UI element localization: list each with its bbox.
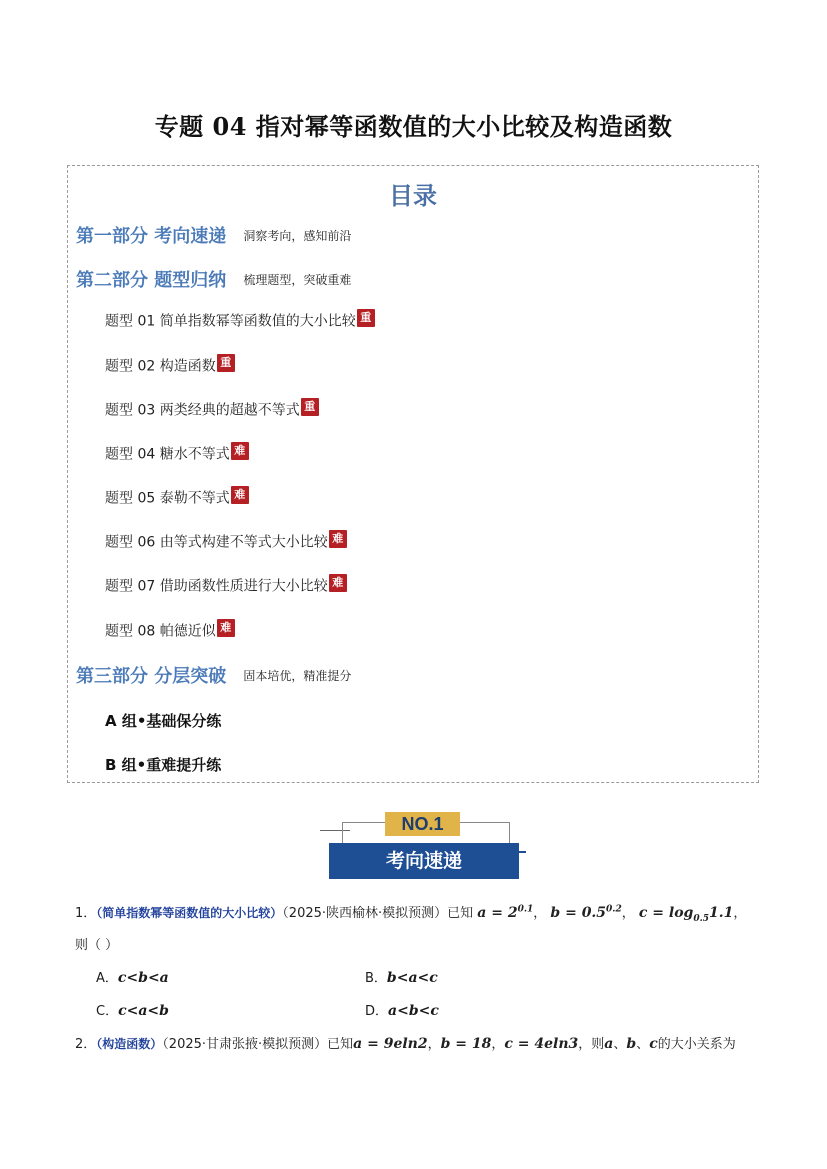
- math-b-exponent: 0.2: [606, 904, 622, 915]
- banner-number: NO.1: [385, 812, 460, 836]
- toc-item-label: 题型 03 两类经典的超越不等式: [105, 402, 300, 419]
- option-letter: D．: [365, 1004, 389, 1019]
- var-a: a: [604, 1036, 614, 1052]
- toc-heading: 目录: [389, 182, 437, 210]
- difficult-badge: 难: [329, 530, 347, 548]
- question-text: ，则: [578, 1037, 605, 1052]
- question-source: （2025·甘肃张掖·模拟预测）已知: [162, 1037, 354, 1052]
- toc-part-title: 第三部分 分层突破: [76, 666, 227, 687]
- option-expression: c<a<b: [118, 1003, 169, 1019]
- table-of-contents: [67, 165, 759, 783]
- math-a: [477, 905, 533, 921]
- toc-item-02[interactable]: [105, 354, 235, 378]
- math-b: b = 18: [440, 1036, 492, 1052]
- question-text: 的大小关系为: [657, 1037, 736, 1052]
- option-d[interactable]: [365, 1000, 439, 1019]
- toc-part-1[interactable]: [76, 222, 351, 250]
- option-a[interactable]: [96, 967, 169, 986]
- toc-item-05[interactable]: [105, 486, 249, 510]
- option-c[interactable]: [96, 1000, 169, 1019]
- key-badge: 重: [301, 398, 319, 416]
- question-number: 1．: [75, 906, 97, 921]
- separator: ，: [533, 906, 547, 921]
- banner-title: 考向速递: [329, 843, 519, 879]
- toc-item-label: 题型 02 构造函数: [105, 358, 216, 375]
- question-topic-tag: （简单指数幂等函数值的大小比较）: [96, 906, 283, 920]
- document-title: 专题 04 指对幂等函数值的大小比较及构造函数: [154, 112, 673, 141]
- difficult-badge: 难: [231, 486, 249, 504]
- toc-item-01[interactable]: [105, 309, 375, 333]
- toc-item-07[interactable]: [105, 574, 347, 598]
- math-a-exponent: 0.1: [517, 904, 534, 915]
- section-banner: [320, 810, 530, 882]
- toc-item-03[interactable]: [105, 398, 319, 422]
- toc-item-label: 题型 06 由等式构建不等式大小比较: [105, 534, 328, 551]
- math-c-base: 0.5: [693, 913, 709, 924]
- math-a-base: a = 2: [477, 905, 518, 921]
- option-b[interactable]: [365, 967, 438, 986]
- math-b-base: b = 0.5: [550, 905, 607, 921]
- toc-part-subtitle: 梳理题型，突破重难: [243, 272, 352, 287]
- banner-tick: [519, 851, 526, 853]
- toc-item-04[interactable]: [105, 442, 249, 466]
- difficult-badge: 难: [231, 442, 249, 460]
- separator: ，: [621, 906, 635, 921]
- separator: ，: [733, 906, 747, 921]
- toc-item-label: 题型 01 简单指数幂等函数值的大小比较: [105, 313, 356, 330]
- difficult-badge: 难: [217, 619, 235, 637]
- var-c: c: [649, 1036, 658, 1052]
- separator: 、: [613, 1037, 627, 1052]
- toc-item-label: 题型 07 借助函数性质进行大小比较: [105, 578, 328, 595]
- toc-part-3[interactable]: [76, 662, 351, 690]
- toc-item-08[interactable]: [105, 619, 235, 643]
- option-expression: c<b<a: [117, 970, 169, 986]
- math-c-arg: 1.1: [709, 905, 734, 921]
- option-letter: C．: [96, 1004, 119, 1019]
- option-expression: b<a<c: [386, 970, 438, 986]
- option-letter: A．: [96, 971, 118, 986]
- toc-item-label: 题型 04 糖水不等式: [105, 446, 230, 463]
- question-source: （2025·陕西榆林·模拟预测）已知: [282, 906, 474, 921]
- separator: ，: [491, 1037, 505, 1052]
- separator: 、: [636, 1037, 650, 1052]
- math-c: [638, 905, 734, 924]
- toc-part-2[interactable]: [76, 266, 351, 294]
- math-c: c = 4eln3: [504, 1036, 579, 1052]
- option-expression: a<b<c: [388, 1003, 439, 1019]
- separator: ，: [427, 1037, 441, 1052]
- toc-part-title: 第一部分 考向速递: [76, 226, 227, 247]
- question-number: 2．: [75, 1037, 97, 1052]
- toc-item-06[interactable]: [105, 530, 347, 554]
- toc-part-subtitle: 固本培优，精准提分: [243, 668, 352, 683]
- toc-part-subtitle: 洞察考向，感知前沿: [243, 228, 352, 243]
- math-b: [550, 905, 621, 921]
- question-2-stem: [75, 1033, 736, 1052]
- difficult-badge: 难: [329, 574, 347, 592]
- key-badge: 重: [357, 309, 375, 327]
- question-topic-tag: （构造函数）: [96, 1037, 163, 1051]
- math-a: a = 9eln2: [353, 1036, 428, 1052]
- toc-item-label: 题型 05 泰勒不等式: [105, 490, 230, 507]
- key-badge: 重: [217, 354, 235, 372]
- toc-group-b[interactable]: B 组•重难提升练: [105, 756, 222, 774]
- math-c-log: c = log: [638, 905, 694, 921]
- option-letter: B．: [365, 971, 387, 986]
- toc-part-title: 第二部分 题型归纳: [76, 270, 227, 291]
- toc-item-label: 题型 08 帕德近似: [105, 623, 216, 640]
- var-b: b: [626, 1036, 637, 1052]
- toc-group-a[interactable]: A 组•基础保分练: [105, 712, 222, 730]
- question-1-prompt: 则（ ）: [75, 938, 119, 953]
- question-1-stem: [75, 902, 746, 924]
